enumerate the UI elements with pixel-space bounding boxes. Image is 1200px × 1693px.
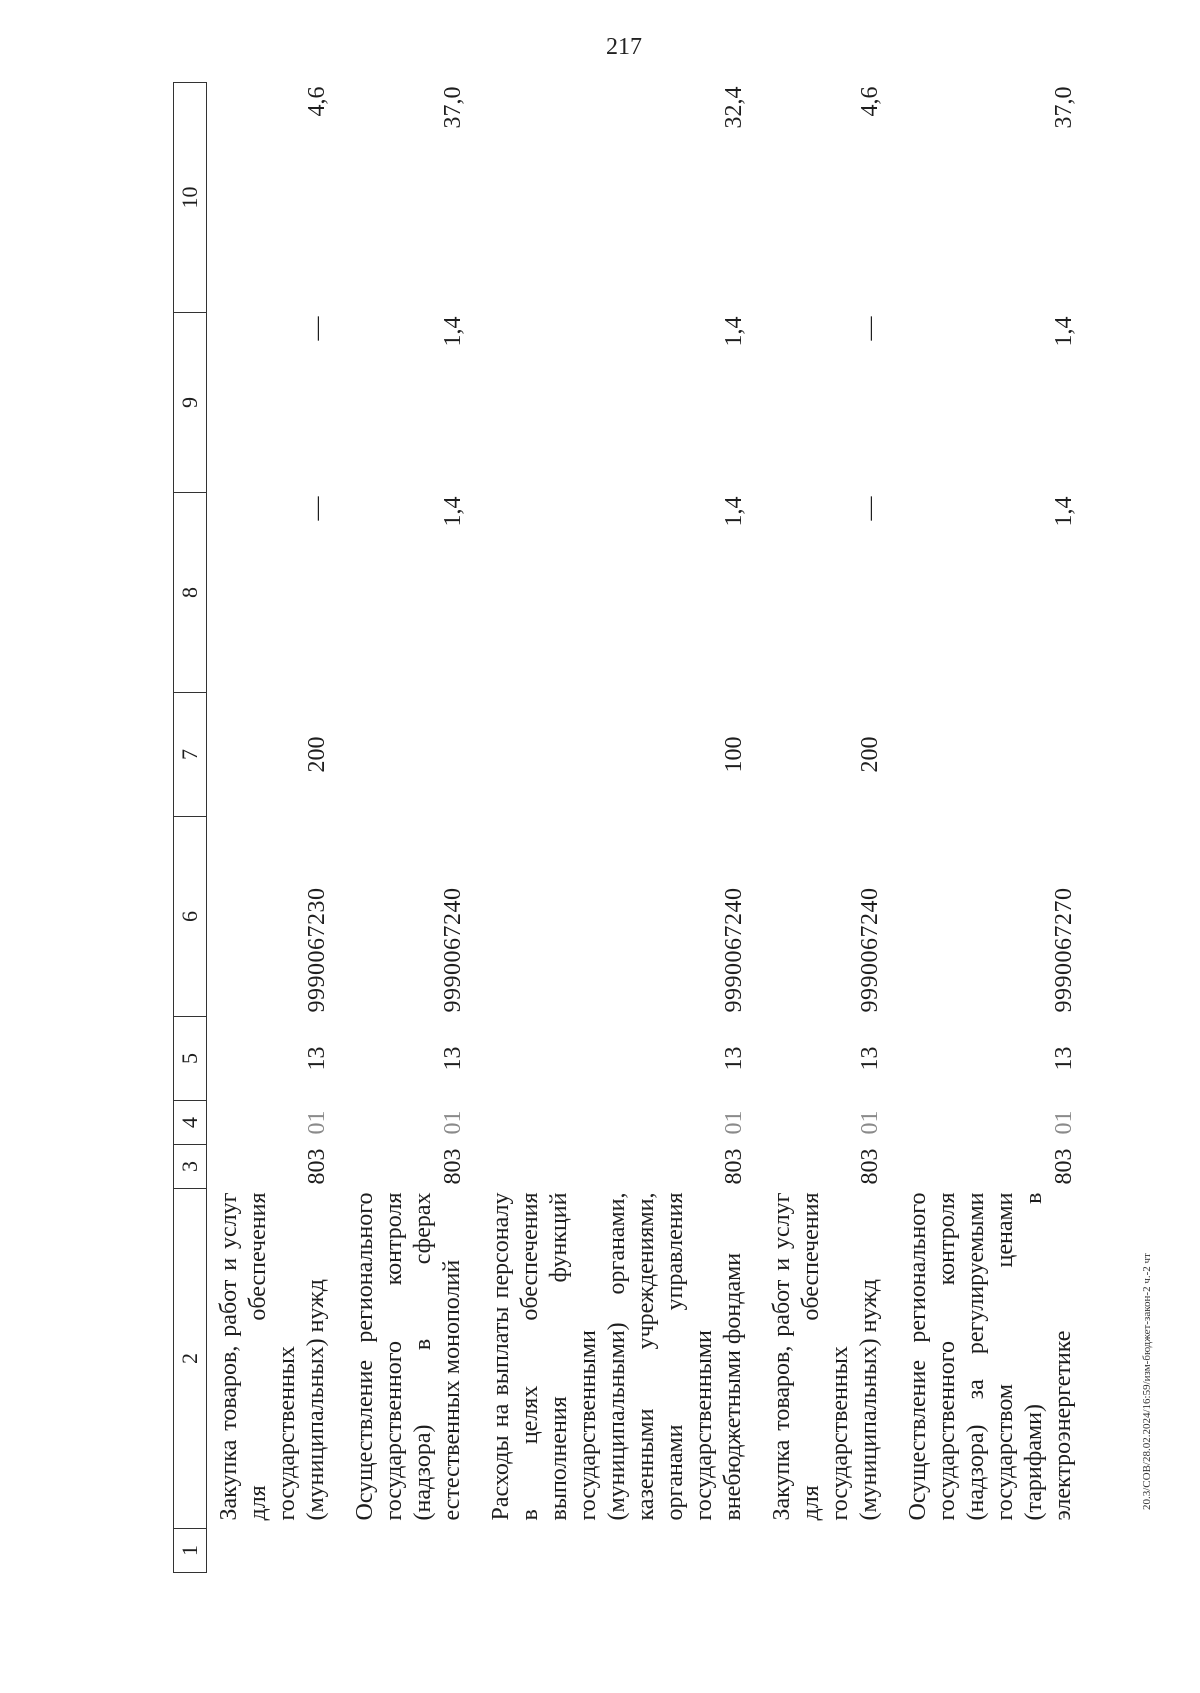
col8-cell: — [857,496,883,521]
table-row [900,83,1094,1573]
col10-cell: 37,0 [440,86,466,129]
column-header: 7 [174,693,207,817]
pr-cell: 13 [304,1046,330,1071]
csr-cell: 9990067270 [1051,887,1077,1013]
rz-cell: 01 [1051,1110,1077,1135]
col8-cell: — [304,496,330,521]
csr-cell: 9990067240 [857,887,883,1013]
col9-cell: 1,4 [721,316,747,347]
col10-cell: 32,4 [721,86,747,129]
table-row [207,83,348,1573]
footer-document-code: 20.3/СОВ/28.02.2024/16:59/изм-бюджет-закон-2 ч.-2 чт [1141,1253,1153,1510]
row-number-cell [764,1529,900,1573]
col9-cell: — [304,316,330,341]
row-description: Осуществление регионального государственного контроля (надзора) за регулируемыми государством ценами (тарифами) в электроэнергетике [905,1192,1076,1521]
column-header: 2 [174,1189,207,1529]
col8-cell: 1,4 [1051,496,1077,527]
csr-cell: 9990067230 [304,887,330,1013]
column-header: 1 [174,1529,207,1573]
col9-cell: — [857,316,883,341]
csr-cell: 9990067240 [440,887,466,1013]
column-header: 3 [174,1145,207,1189]
col10-cell: 37,0 [1051,86,1077,129]
row-description: Расходы на выплаты персоналу в целях обеспечения выполнения функций государственными (муниципальными) органами, казенными учреждениями, органами управления государственными внебюджетными фондами [488,1192,746,1521]
table-row [764,83,900,1573]
pr-cell: 13 [440,1046,466,1071]
column-header: 8 [174,493,207,693]
column-header: 5 [174,1017,207,1101]
col9-cell: 1,4 [1051,316,1077,347]
row-number-cell [347,1529,483,1573]
column-header: 4 [174,1101,207,1145]
row-description: Закупка товаров, работ и услуг для обеспечения государственных (муниципальных) нужд [769,1192,882,1521]
col10-cell: 4,6 [304,86,330,117]
table-header-row [174,83,207,1573]
rz-cell: 01 [304,1110,330,1135]
vr-cell: 200 [857,736,883,773]
budget-table [173,82,1094,1573]
grbs-cell: 803 [857,1148,883,1185]
vr-cell: 100 [721,736,747,773]
table-row [483,83,764,1573]
csr-cell: 9990067240 [721,887,747,1013]
column-header: 9 [174,313,207,493]
pr-cell: 13 [857,1046,883,1071]
grbs-cell: 803 [721,1148,747,1185]
column-header: 6 [174,817,207,1017]
row-description: Закупка товаров, работ и услуг для обеспечения государственных (муниципальных) нужд [216,1192,329,1521]
col8-cell: 1,4 [440,496,466,527]
col8-cell: 1,4 [721,496,747,527]
rz-cell: 01 [440,1110,466,1135]
table-row [347,83,483,1573]
pr-cell: 13 [721,1046,747,1071]
row-number-cell [207,1529,348,1573]
pr-cell: 13 [1051,1046,1077,1071]
vr-cell [347,693,483,817]
vr-cell [900,693,1094,817]
grbs-cell: 803 [304,1148,330,1185]
page-number: 217 [606,34,642,60]
grbs-cell: 803 [440,1148,466,1185]
row-number-cell [483,1529,764,1573]
col9-cell: 1,4 [440,316,466,347]
col10-cell: 4,6 [857,86,883,117]
grbs-cell: 803 [1051,1148,1077,1185]
rz-cell: 01 [721,1110,747,1135]
rz-cell: 01 [857,1110,883,1135]
rotated-table-container [173,83,1083,1573]
column-header: 10 [174,83,207,313]
row-description: Осуществление регионального государственного контроля (надзора) в сферах естественных монополий [352,1192,465,1521]
row-number-cell [900,1529,1094,1573]
vr-cell: 200 [304,736,330,773]
